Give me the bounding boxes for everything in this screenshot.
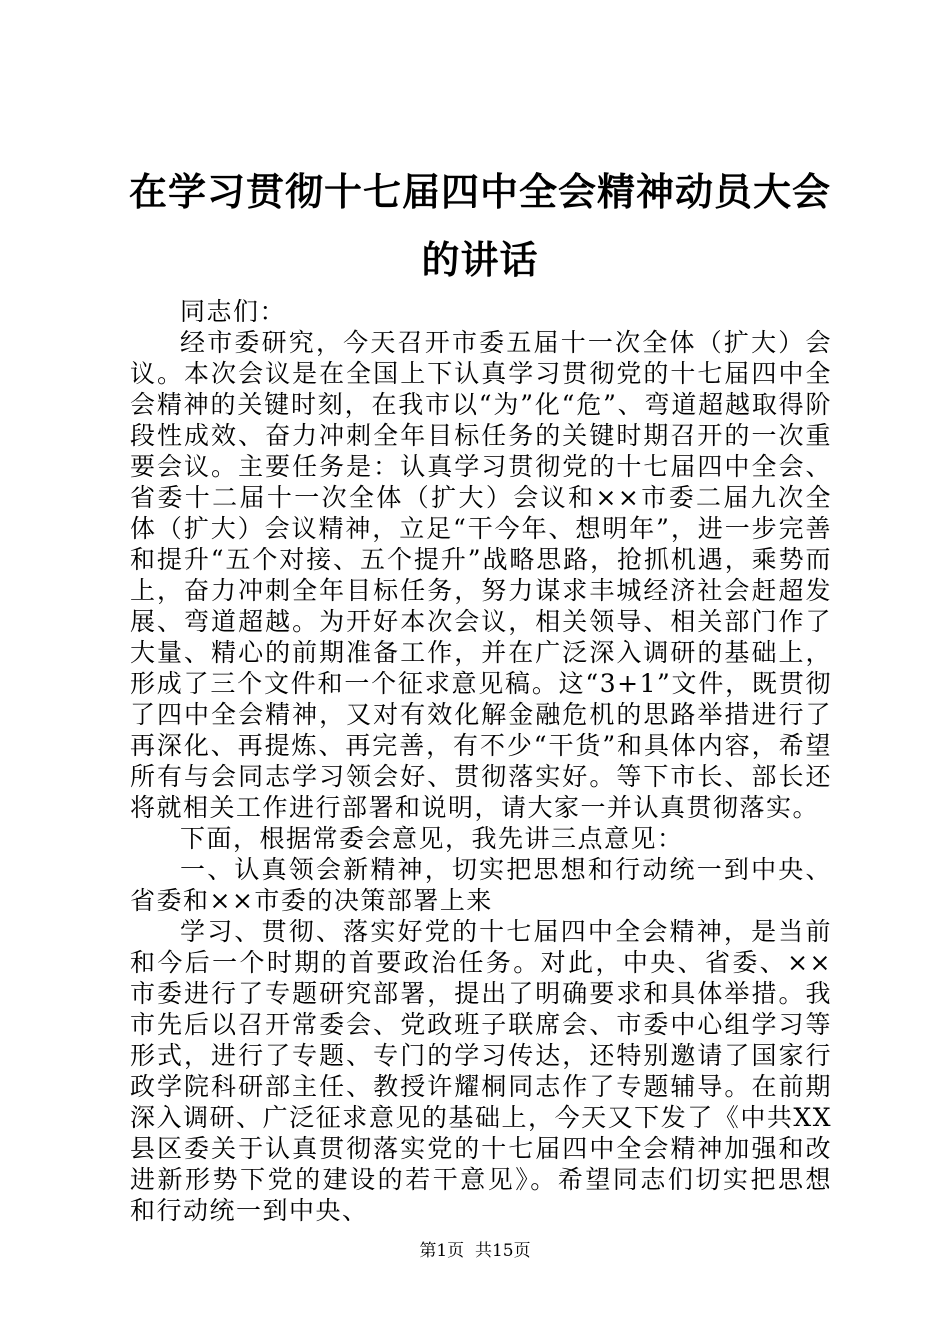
- section-heading: 一、认真领会新精神，切实把思想和行动统一到中央、省委和××市委的决策部署上来: [130, 855, 832, 915]
- body-paragraph: 学习、贯彻、落实好党的十七届四中全会精神，是当前和今后一个时期的首要政治任务。对此，中央、省委、××市委进行了专题研究部署，提出了明确要求和具体举措。我市先后以召开常委会、党政班子联席会、市委中心组学习等形式，进行了专题、专门的学习传达，还特别邀请了国家行政学院科研部主任、教授许耀桐同志作了专题辅导。在前期深入调研、广泛征求意见的基础上，今天又下发了《中共XX县区委关于认真贯彻落实党的十七届四中全会精神加强和改进新形势下党的建设的若干意见》。希望同志们切实把思想和行动统一到中央、: [130, 917, 832, 1225]
- salutation-paragraph: 同志们：: [180, 297, 287, 326]
- body-paragraph: 下面，根据常委会意见，我先讲三点意见：: [180, 824, 684, 853]
- document-title: 在学习贯彻十七届四中全会精神动员大会的讲话: [128, 169, 831, 282]
- page-footer: [0, 1239, 950, 1263]
- document-body: [130, 296, 832, 1226]
- page-number: 第1页 共15页: [419, 1241, 531, 1261]
- body-paragraph: 经市委研究，今天召开市委五届十一次全体（扩大）会议。本次会议是在全国上下认真学习贯彻党的十七届四中全会精神的关键时刻，在我市以“为”化“危”、弯道超越取得阶段性成效、奋力冲刺全年目标任务的关键时期召开的一次重要会议。主要任务是：认真学习贯彻党的十七届四中全会、省委十二届十一次全体（扩大）会议和××市委二届九次全体（扩大）会议精神，立足“干今年、想明年”，进一步完善和提升“五个对接、五个提升”战略思路，抢抓机遇，乘势而上，奋力冲刺全年目标任务，努力谋求丰城经济社会赶超发展、弯道超越。为开好本次会议，相关领导、相关部门作了大量、精心的前期准备工作，并在广泛深入调研的基础上，形成了三个文件和一个征求意见稿。这“3+1”文件，既贯彻了四中全会精神，又对有效化解金融危机的思路举措进行了再深化、再提炼、再完善，有不少“干货”和具体内容，希望所有与会同志学习领会好、贯彻落实好。等下市长、部长还将就相关工作进行部署和说明，请大家一并认真贯彻落实。: [130, 328, 832, 822]
